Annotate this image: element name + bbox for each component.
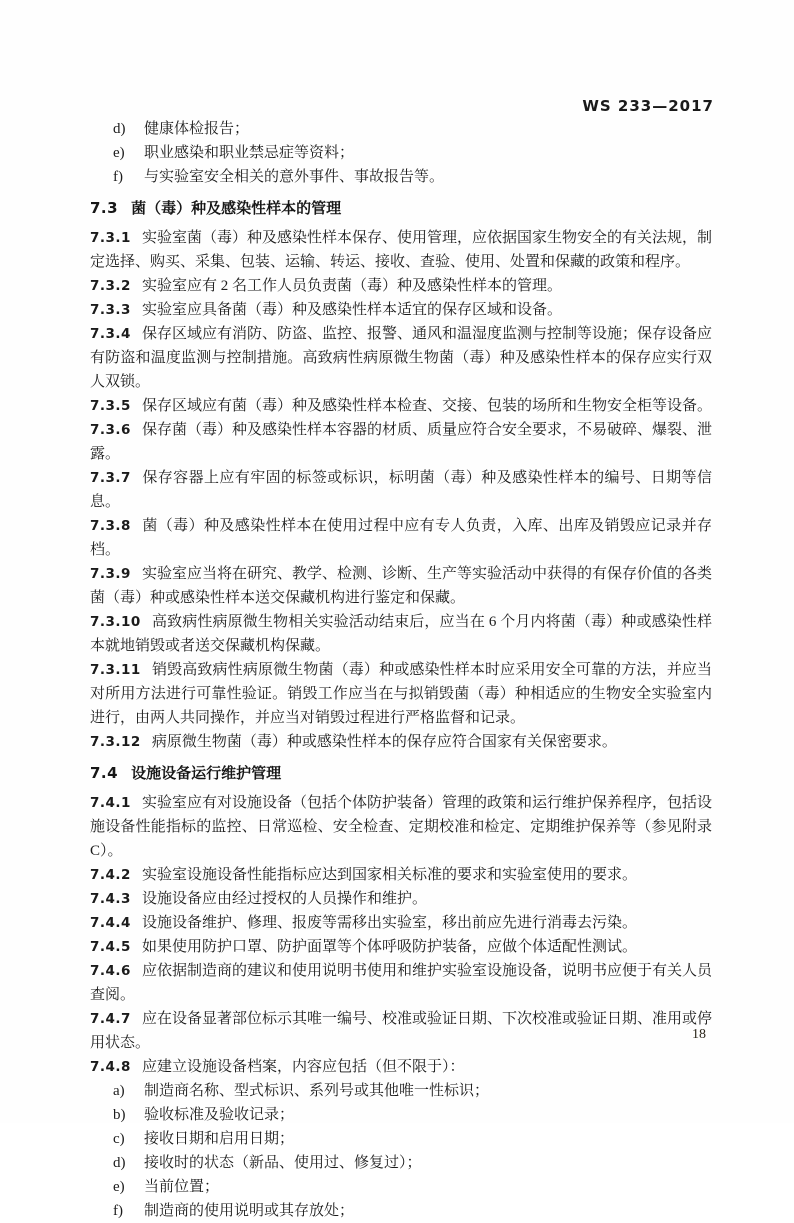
- lettered-list-item: [90, 1127, 712, 1151]
- list-item-text: 与实验室安全相关的意外事件、事故报告等。: [144, 169, 445, 185]
- clause-number: 7.4.3: [90, 891, 131, 907]
- clause-paragraph: [90, 418, 712, 466]
- list-item-text: 健康体检报告；: [144, 121, 250, 137]
- clause-text: 菌（毒）种及感染性样本在使用过程中应有专人负责，入库、出库及销毁应记录并存档。: [90, 518, 712, 558]
- lettered-list-item: [90, 1199, 712, 1223]
- clause-number: 7.4.5: [90, 939, 131, 955]
- clause-number: 7.3.7: [90, 470, 131, 486]
- clause-text: 保存区域应有菌（毒）种及感染性样本检查、交接、包装的场所和生物安全柜等设备。: [141, 398, 712, 414]
- clause-paragraph: [90, 863, 712, 887]
- section-title: 设施设备运行维护管理: [131, 764, 282, 782]
- document-footer: [692, 1027, 706, 1043]
- clause-text: 实验室应有 2 名工作人员负责菌（毒）种及感染性样本的管理。: [141, 278, 562, 294]
- clause-number: 7.3.2: [90, 278, 131, 294]
- lettered-list-item: [90, 1175, 712, 1199]
- page-number: 18: [692, 1027, 706, 1042]
- lettered-list-item: [90, 117, 712, 141]
- section-heading: [90, 196, 712, 220]
- list-item-marker: b): [113, 1107, 126, 1123]
- section-number: 7.3: [90, 199, 119, 217]
- clause-text: 病原微生物菌（毒）种或感染性样本的保存应符合国家有关保密要求。: [151, 734, 617, 750]
- clause-number: 7.4.6: [90, 963, 131, 979]
- clause-paragraph: [90, 959, 712, 1007]
- clause-text: 保存容器上应有牢固的标签或标识，标明菌（毒）种及感染性样本的编号、日期等信息。: [90, 470, 712, 510]
- clause-text: 设施设备维护、修理、报废等需移出实验室，移出前应先进行消毒去污染。: [141, 915, 637, 931]
- list-item-text: 验收标准及验收记录；: [144, 1107, 295, 1123]
- clause-text: 实验室应有对设施设备（包括个体防护装备）管理的政策和运行维护保养程序，包括设施设备性能指标的监控、日常巡检、安全检查、定期校准和检定、定期维护保养等（参见附录C）。: [90, 795, 712, 859]
- list-item-marker: f): [113, 169, 123, 185]
- section-title: 菌（毒）种及感染性样本的管理: [131, 199, 342, 217]
- clause-paragraph: [90, 226, 712, 274]
- document-header: [90, 97, 714, 115]
- list-item-marker: e): [113, 145, 125, 161]
- lettered-list-item: [90, 141, 712, 165]
- clause-number: 7.3.6: [90, 422, 131, 438]
- section-heading: [90, 761, 712, 785]
- clause-text: 保存区域应有消防、防盗、监控、报警、通风和温湿度监测与控制等设施；保存设备应有防盗和温度监测与控制措施。高致病性病原微生物菌（毒）种及感染性样本的保存应实行双人双锁。: [90, 326, 712, 390]
- list-item-marker: d): [113, 1155, 126, 1171]
- clause-paragraph: [90, 730, 712, 754]
- clause-number: 7.4.4: [90, 915, 131, 931]
- list-item-marker: f): [113, 1203, 123, 1219]
- list-item-text: 接收时的状态（新品、使用过、修复过）；: [144, 1155, 422, 1171]
- clause-number: 7.4.8: [90, 1059, 131, 1075]
- clause-number: 7.3.1: [90, 230, 131, 246]
- clause-paragraph: [90, 1007, 712, 1055]
- clause-paragraph: [90, 887, 712, 911]
- clause-number: 7.4.1: [90, 795, 131, 811]
- clause-paragraph: [90, 1055, 712, 1079]
- clause-text: 应依据制造商的建议和使用说明书使用和维护实验室设施设备，说明书应便于有关人员查阅。: [90, 963, 712, 1003]
- clause-paragraph: [90, 562, 712, 610]
- clause-number: 7.3.12: [90, 734, 141, 750]
- clause-text: 销毁高致病性病原微生物菌（毒）种或感染性样本时应采用安全可靠的方法，并应当对所用方法进行可靠性验证。销毁工作应当在与拟销毁菌（毒）种相适应的生物安全实验室内进行，由两人共同操作，并应当对销毁过程进行严格监督和记录。: [90, 662, 712, 726]
- clause-paragraph: [90, 911, 712, 935]
- clause-number: 7.3.3: [90, 302, 131, 318]
- clause-paragraph: [90, 298, 712, 322]
- clause-paragraph: [90, 514, 712, 562]
- clause-text: 高致病性病原微生物相关实验活动结束后，应当在 6 个月内将菌（毒）种或感染性样本就地销毁或者送交保藏机构保藏。: [90, 614, 712, 654]
- clause-paragraph: [90, 394, 712, 418]
- clause-number: 7.3.5: [90, 398, 131, 414]
- clause-number: 7.3.11: [90, 662, 141, 678]
- clause-text: 设施设备应由经过授权的人员操作和维护。: [141, 891, 427, 907]
- list-item-marker: c): [113, 1131, 125, 1147]
- clause-number: 7.3.8: [90, 518, 131, 534]
- lettered-list-item: [90, 165, 712, 189]
- clause-paragraph: [90, 274, 712, 298]
- standard-number: WS 233—2017: [582, 97, 714, 115]
- list-item-marker: a): [113, 1083, 125, 1099]
- list-item-text: 当前位置；: [144, 1179, 220, 1195]
- document-body: [90, 117, 712, 1223]
- clause-text: 实验室菌（毒）种及感染性样本保存、使用管理，应依据国家生物安全的有关法规，制定选择、购买、采集、包装、运输、转运、接收、查验、使用、处置和保藏的政策和程序。: [90, 230, 712, 270]
- clause-paragraph: [90, 466, 712, 514]
- lettered-list-item: [90, 1103, 712, 1127]
- clause-paragraph: [90, 322, 712, 394]
- clause-paragraph: [90, 791, 712, 863]
- clause-paragraph: [90, 610, 712, 658]
- clause-text: 应在设备显著部位标示其唯一编号、校准或验证日期、下次校准或验证日期、准用或停用状态。: [90, 1011, 712, 1051]
- list-item-text: 接收日期和启用日期；: [144, 1131, 295, 1147]
- clause-text: 实验室设施设备性能指标应达到国家相关标准的要求和实验室使用的要求。: [141, 867, 637, 883]
- lettered-list-item: [90, 1079, 712, 1103]
- list-item-text: 制造商的使用说明或其存放处；: [144, 1203, 355, 1219]
- clause-number: 7.4.2: [90, 867, 131, 883]
- clause-paragraph: [90, 658, 712, 730]
- clause-text: 如果使用防护口罩、防护面罩等个体呼吸防护装备，应做个体适配性测试。: [141, 939, 637, 955]
- clause-text: 保存菌（毒）种及感染性样本容器的材质、质量应符合安全要求，不易破碎、爆裂、泄露。: [90, 422, 712, 462]
- list-item-text: 制造商名称、型式标识、系列号或其他唯一性标识；: [144, 1083, 490, 1099]
- clause-number: 7.3.10: [90, 614, 141, 630]
- clause-text: 应建立设施设备档案，内容应包括（但不限于）：: [141, 1059, 465, 1075]
- section-number: 7.4: [90, 764, 119, 782]
- clause-text: 实验室应当将在研究、教学、检测、诊断、生产等实验活动中获得的有保存价值的各类菌（毒）种或感染性样本送交保藏机构进行鉴定和保藏。: [90, 566, 712, 606]
- clause-number: 7.3.9: [90, 566, 131, 582]
- list-item-marker: d): [113, 121, 126, 137]
- clause-number: 7.3.4: [90, 326, 131, 342]
- lettered-list-item: [90, 1151, 712, 1175]
- clause-text: 实验室应具备菌（毒）种及感染性样本适宜的保存区域和设备。: [141, 302, 562, 318]
- list-item-marker: e): [113, 1179, 125, 1195]
- clause-number: 7.4.7: [90, 1011, 131, 1027]
- clause-paragraph: [90, 935, 712, 959]
- list-item-text: 职业感染和职业禁忌症等资料；: [144, 145, 355, 161]
